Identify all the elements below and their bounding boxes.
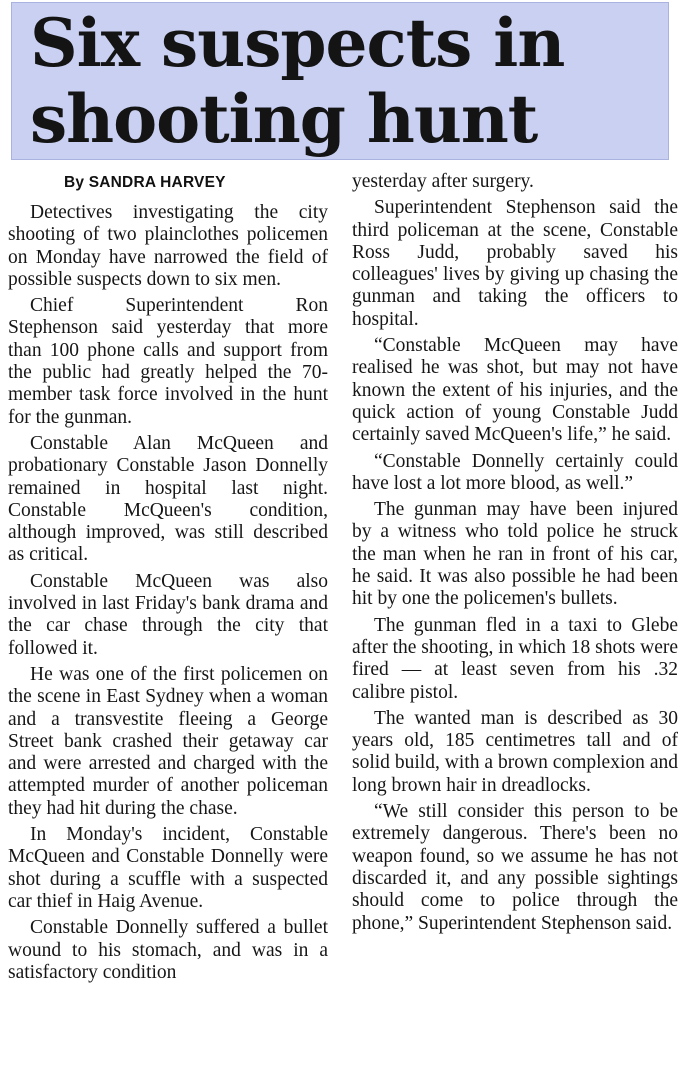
byline: By SANDRA HARVEY [64,174,226,191]
paragraph: “We still consider this person to be extremely dangerous. There's been no weapon found, so we assume he has not discarded it, and any possible sightings should come to police through the phone,” Superintendent Stephenson said. [352,801,678,934]
paragraph: Chief Superintendent Ron Stephenson said yesterday that more than 100 phone calls and support from the public had greatly helped the 70-member task force involved in the hunt for the gunman. [8,295,328,428]
article-column-right [352,171,678,939]
headline [30,5,564,157]
paragraph: He was one of the first policemen on the scene in East Sydney when a woman and a transvestite fleeing a George Street bank crashed their getaway car and were arrested and charged with the attempted murder of another policeman they had hit during the chase. [8,663,328,819]
paragraph: “Constable McQueen may have realised he was shot, but may not have known the extent of his injuries, and the quick action of young Constable Judd certainly saved McQueen's life,” he said. [352,335,678,446]
headline-line-1: Six suspects in [30,4,565,82]
paragraph: Constable McQueen was also involved in last Friday's bank drama and the car chase through the city that followed it. [8,570,328,659]
headline-highlight [11,2,669,160]
paragraph: The wanted man is described as 30 years old, 185 centimetres tall and of solid build, with a brown complexion and long brown hair in dreadlocks. [352,707,678,796]
paragraph: Detectives investigating the city shooting of two plainclothes policemen on Monday have narrowed the field of possible suspects down to six men. [8,202,328,290]
paragraph: Constable Alan McQueen and probationary Constable Jason Donnelly remained in hospital last night. Constable McQueen's condition, although improved, was still described as critical. [8,432,328,566]
paragraph: “Constable Donnelly certainly could have lost a lot more blood, as well.” [352,450,678,494]
paragraph: Superintendent Stephenson said the third policeman at the scene, Constable Ross Judd, probably saved his colleagues' lives by giving up chasing the gunman and taking the officers to hospital. [352,197,678,330]
paragraph: The gunman may have been injured by a witness who told police he struck the man when he ran in front of his car, he said. It was also possible he had been hit by one the policemen's bullets. [352,499,678,610]
paragraph: The gunman fled in a taxi to Glebe after the shooting, in which 18 shots were fired — at least seven from his .32 calibre pistol. [352,614,679,703]
headline-line-2: shooting hunt [30,80,538,158]
article-column-left [8,170,328,988]
paragraph-continued: yesterday after surgery. [352,171,534,192]
paragraph: In Monday's incident, Constable McQueen and Constable Donnelly were shot during a scuffle with a suspected car thief in Haig Avenue. [8,824,328,912]
paragraph: Constable Donnelly suffered a bullet wound to his stomach, and was in a satisfactory condition [8,917,328,983]
